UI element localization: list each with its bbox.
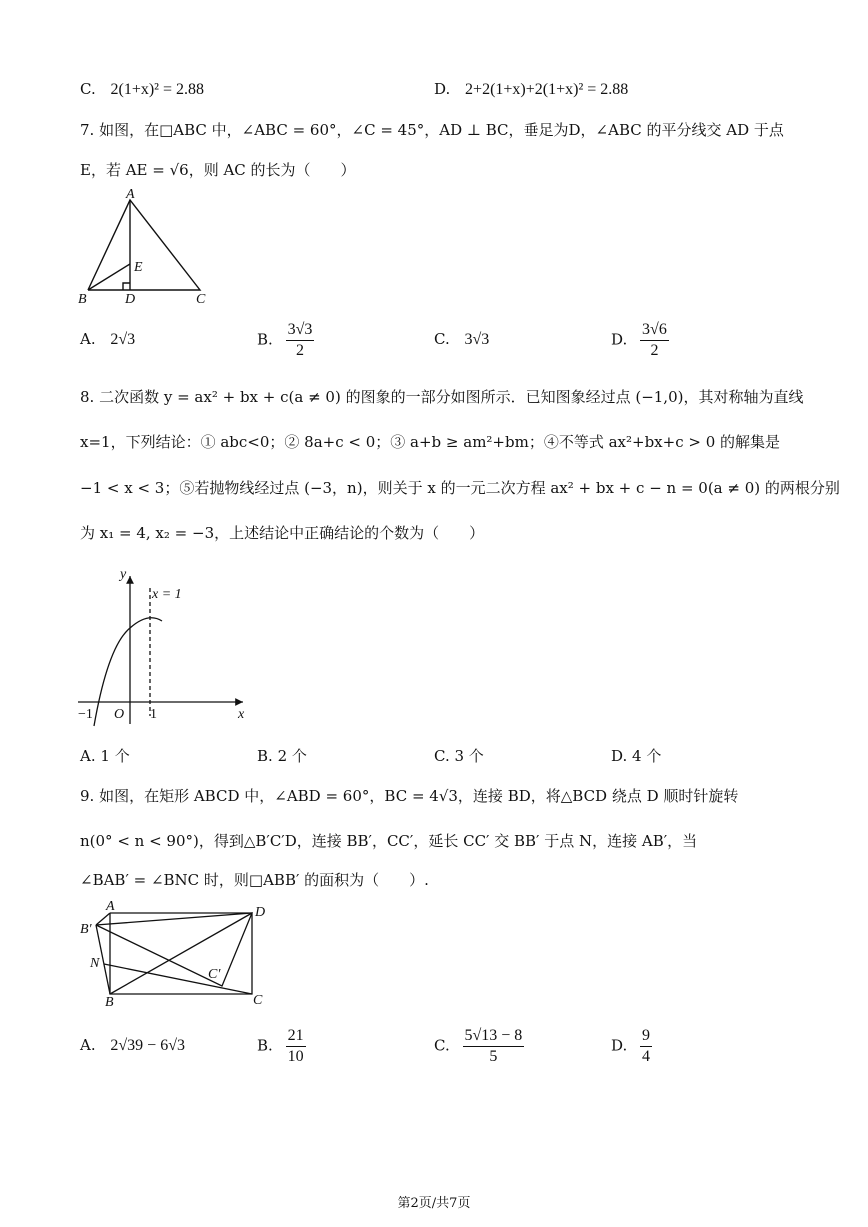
q9-stem-line1: 9. 如图，在矩形 ABCD 中，∠ABD = 60°，BC = 4√3，连接 BD，将△BCD 绕点 D 顺时针旋转 bbox=[80, 787, 739, 805]
q8-option-b bbox=[257, 745, 307, 766]
q7-option-b-fraction bbox=[286, 320, 315, 361]
q7-label-c: C bbox=[196, 292, 206, 307]
q9-option-c-fraction bbox=[463, 1026, 525, 1067]
q7-option-b-denominator: 2 bbox=[295, 342, 304, 359]
q7-option-d bbox=[611, 320, 669, 361]
q7-option-a-value: 2√3 bbox=[110, 331, 136, 348]
q8-option-a-label: A. bbox=[80, 747, 96, 765]
q7-option-d-fraction bbox=[640, 320, 669, 361]
q9-option-b bbox=[257, 1026, 306, 1067]
q7-triangle-abc bbox=[88, 200, 200, 290]
q8-option-c bbox=[434, 745, 484, 766]
q8-stem-line1: 8. 二次函数 y = ax² + bx + c(a ≠ 0) 的图象的一部分如图所示．已知图象经过点 (−1,0)，其对称轴为直线 bbox=[80, 388, 804, 406]
q8-stem-line2: x=1，下列结论：① abc<0；② 8a+c < 0；③ a+b ≥ am²+bm；④不等式 ax²+bx+c > 0 的解集是 bbox=[80, 433, 781, 451]
q7-option-c bbox=[434, 330, 489, 349]
q7-triangle-figure bbox=[78, 187, 218, 307]
q8-option-b-value: 2 个 bbox=[277, 747, 307, 765]
q7-option-b bbox=[257, 320, 314, 361]
q9-label-c: C bbox=[253, 993, 263, 1008]
q7-option-c-label: C. bbox=[434, 330, 450, 348]
q9-stem-line3: ∠BAB′ = ∠BNC 时，则□ABB′ 的面积为（ ）. bbox=[80, 871, 429, 889]
q9-option-a-value: 2√39 − 6√3 bbox=[110, 1037, 185, 1054]
q7-option-d-label: D. bbox=[611, 330, 628, 349]
q7-label-a: A bbox=[126, 187, 135, 202]
q9-label-a: A bbox=[106, 899, 115, 914]
q7-option-b-label: B. bbox=[257, 330, 273, 349]
q7-option-a bbox=[80, 330, 135, 349]
q8-label-origin: O bbox=[114, 707, 125, 722]
q9-option-c-numerator: 5√13 − 8 bbox=[463, 1026, 525, 1047]
q9-label-n: N bbox=[90, 956, 100, 971]
q9-option-d-fraction bbox=[640, 1026, 652, 1067]
q7-right-angle-mark bbox=[123, 283, 130, 290]
q6-option-c-expr: 2(1+x)² = 2.88 bbox=[110, 81, 204, 98]
q9-rectangle-figure bbox=[78, 898, 278, 1010]
q9-option-a bbox=[80, 1036, 185, 1055]
q7-label-d: D bbox=[125, 292, 136, 307]
q9-option-b-numerator: 21 bbox=[286, 1026, 306, 1047]
q9-option-d-numerator: 9 bbox=[640, 1026, 652, 1047]
q9-label-c-prime: C′ bbox=[208, 967, 221, 982]
q8-option-c-value: 3 个 bbox=[454, 747, 484, 765]
q9-option-c bbox=[434, 1026, 524, 1067]
q9-option-b-fraction bbox=[286, 1026, 306, 1067]
q9-option-d-label: D. bbox=[611, 1036, 628, 1055]
q7-stem-line1: 7. 如图，在□ABC 中，∠ABC = 60°，∠C = 45°，AD ⊥ BC，垂足为D，∠ABC 的平分线交 AD 于点 bbox=[80, 121, 784, 139]
q7-option-a-label: A. bbox=[80, 330, 96, 348]
q9-option-d bbox=[611, 1026, 652, 1067]
q8-label-one: 1 bbox=[150, 707, 157, 722]
q6-option-d-expr: 2+2(1+x)+2(1+x)² = 2.88 bbox=[465, 81, 629, 98]
q6-option-c-label: C. bbox=[80, 80, 96, 98]
q8-option-d bbox=[611, 745, 661, 766]
q8-label-x: x bbox=[238, 707, 245, 722]
q8-label-axis: x = 1 bbox=[152, 587, 182, 602]
q7-stem-line2: E，若 AE = √6，则 AC 的长为（ ） bbox=[80, 161, 356, 179]
q7-label-e: E bbox=[134, 260, 143, 275]
q9-option-d-denominator: 4 bbox=[642, 1048, 651, 1065]
q8-option-d-label: D. bbox=[611, 747, 628, 765]
q7-option-d-denominator: 2 bbox=[650, 342, 659, 359]
q9-option-c-label: C. bbox=[434, 1036, 450, 1055]
q7-option-b-numerator: 3√3 bbox=[286, 320, 315, 341]
q8-parabola-figure bbox=[78, 566, 258, 726]
q9-rotated-triangle bbox=[96, 913, 252, 986]
q8-option-b-label: B. bbox=[257, 747, 273, 765]
q9-segment-ab-prime bbox=[96, 913, 110, 925]
q9-option-b-label: B. bbox=[257, 1036, 273, 1055]
q9-option-b-denominator: 10 bbox=[287, 1048, 304, 1065]
q7-option-d-numerator: 3√6 bbox=[640, 320, 669, 341]
q6-option-d-label: D. bbox=[434, 80, 451, 98]
q7-label-b: B bbox=[78, 292, 87, 307]
q9-label-b: B bbox=[105, 995, 114, 1010]
q8-option-a-value: 1 个 bbox=[100, 747, 130, 765]
q9-option-a-label: A. bbox=[80, 1036, 96, 1054]
q9-option-c-denominator: 5 bbox=[489, 1048, 498, 1065]
page-footer: 第2页/共7页 bbox=[397, 1196, 471, 1211]
q8-stem-line4: 为 x₁ = 4, x₂ = −3，上述结论中正确结论的个数为（ ） bbox=[80, 524, 485, 542]
q9-stem-line2: n(0° < n < 90°)，得到△B′C′D，连接 BB′，CC′，延长 CC′ 交 BB′ 于点 N，连接 AB′，当 bbox=[80, 832, 698, 850]
q8-option-d-value: 4 个 bbox=[632, 747, 662, 765]
q8-option-c-label: C. bbox=[434, 747, 450, 765]
q8-stem-line3: −1 < x < 3；⑤若抛物线经过点 (−3，n)，则关于 x 的一元二次方程 ax² + bx + c − n = 0(a ≠ 0) 的两根分别 bbox=[80, 479, 840, 497]
q6-option-d bbox=[434, 80, 628, 99]
q8-label-minus-one: −1 bbox=[78, 707, 93, 722]
q8-label-y: y bbox=[120, 567, 127, 582]
q6-option-c bbox=[80, 80, 204, 99]
q7-option-c-value: 3√3 bbox=[464, 331, 490, 348]
q8-option-a bbox=[80, 745, 130, 766]
q9-diagonal-bd bbox=[110, 913, 252, 994]
q9-label-d: D bbox=[255, 905, 266, 920]
q9-label-b-prime: B′ bbox=[80, 922, 92, 937]
